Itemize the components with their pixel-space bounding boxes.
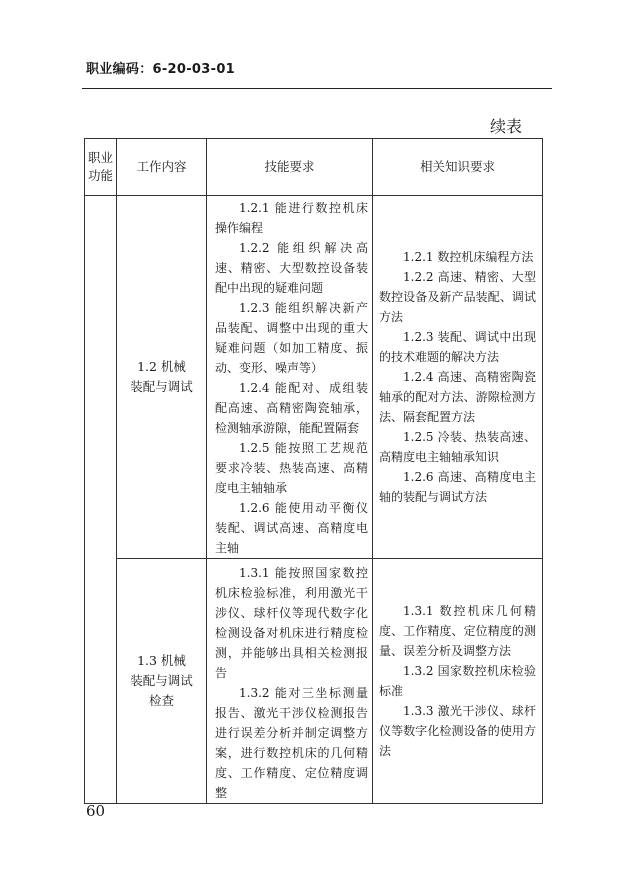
requirement-item: 1.2.4 能配对、成组装配高速、高精密陶瓷轴承，检测轴承游隙，能配置隔套	[215, 381, 368, 435]
requirement-item: 1.2.6 高速、高精度电主轴的装配与调试方法	[379, 470, 536, 504]
work-content-cell: 1.2 机械 装配与调试	[117, 196, 207, 559]
requirement-item: 1.3.1 数控机床几何精度、工作精度、定位精度的测量、误差分析及调整方法	[379, 604, 536, 658]
skills-table	[84, 138, 543, 804]
work-content-cell: 1.3 机械 装配与调试 检查	[117, 559, 207, 804]
column-header-skills: 技能要求	[207, 139, 373, 196]
knowledge-list	[379, 247, 536, 507]
column-header-function: 职业 功能	[85, 139, 117, 196]
continued-label: 续表	[490, 117, 523, 136]
requirement-item: 1.2.5 能按照工艺规范要求冷装、热装高速、高精度电主轴轴承	[215, 441, 368, 495]
knowledge-list	[379, 601, 536, 761]
requirement-item: 1.2.4 高速、高精密陶瓷轴承的配对方法、游隙检测方法、隔套配置方法	[379, 370, 536, 424]
requirement-item: 1.2.5 冷装、热装高速、高精度电主轴轴承知识	[379, 430, 536, 464]
table-row	[85, 559, 543, 804]
requirement-item: 1.2.1 数控机床编程方法	[403, 250, 534, 264]
requirement-item: 1.3.2 能对三坐标测量报告、激光干涉仪检测报告进行误差分析并制定调整方案，进行数控机床的几何精度、工作精度、定位精度调整	[215, 686, 368, 800]
requirement-item: 1.3.3 激光干涉仪、球杆仪等数字化检测设备的使用方法	[379, 704, 536, 758]
function-cell	[85, 196, 117, 804]
requirement-item: 1.3.2 国家数控机床检验标准	[379, 664, 536, 698]
header-divider	[82, 88, 552, 89]
knowledge-requirements-cell	[373, 196, 543, 559]
requirement-item: 1.2.3 装配、调试中出现的技术难题的解决方法	[379, 330, 536, 364]
skill-requirements-cell	[207, 559, 373, 804]
requirement-item: 1.2.3 能组织解决新产品装配、调整中出现的重大疑难问题（如加工精度、振动、变形、噪声等）	[215, 301, 368, 375]
requirement-item: 1.3.1 能按照国家数控机床检验标准，利用激光干涉仪、球杆仪等现代数字化检测设备对机床进行精度检测，并能够出具相关检测报告	[215, 566, 368, 680]
requirement-item: 1.2.2 能组织解决高速、精密、大型数控设备装配中出现的疑难问题	[215, 241, 368, 295]
requirement-item: 1.2.1 能进行数控机床操作编程	[215, 201, 368, 235]
table-header-row	[85, 139, 543, 196]
requirement-item: 1.2.2 高速、精密、大型数控设备及新产品装配、调试方法	[379, 270, 536, 324]
column-header-knowledge: 相关知识要求	[373, 139, 543, 196]
skill-list	[215, 196, 368, 558]
skill-list	[215, 559, 368, 803]
requirement-item: 1.2.6 能使用动平衡仪装配、调试高速、高精度电主轴	[215, 501, 368, 555]
column-header-work: 工作内容	[117, 139, 207, 196]
table-row	[85, 196, 543, 559]
occupation-code: 职业编码：6-20-03-01	[86, 62, 236, 77]
skill-requirements-cell	[207, 196, 373, 559]
knowledge-requirements-cell	[373, 559, 543, 804]
page-number: 60	[86, 802, 106, 820]
